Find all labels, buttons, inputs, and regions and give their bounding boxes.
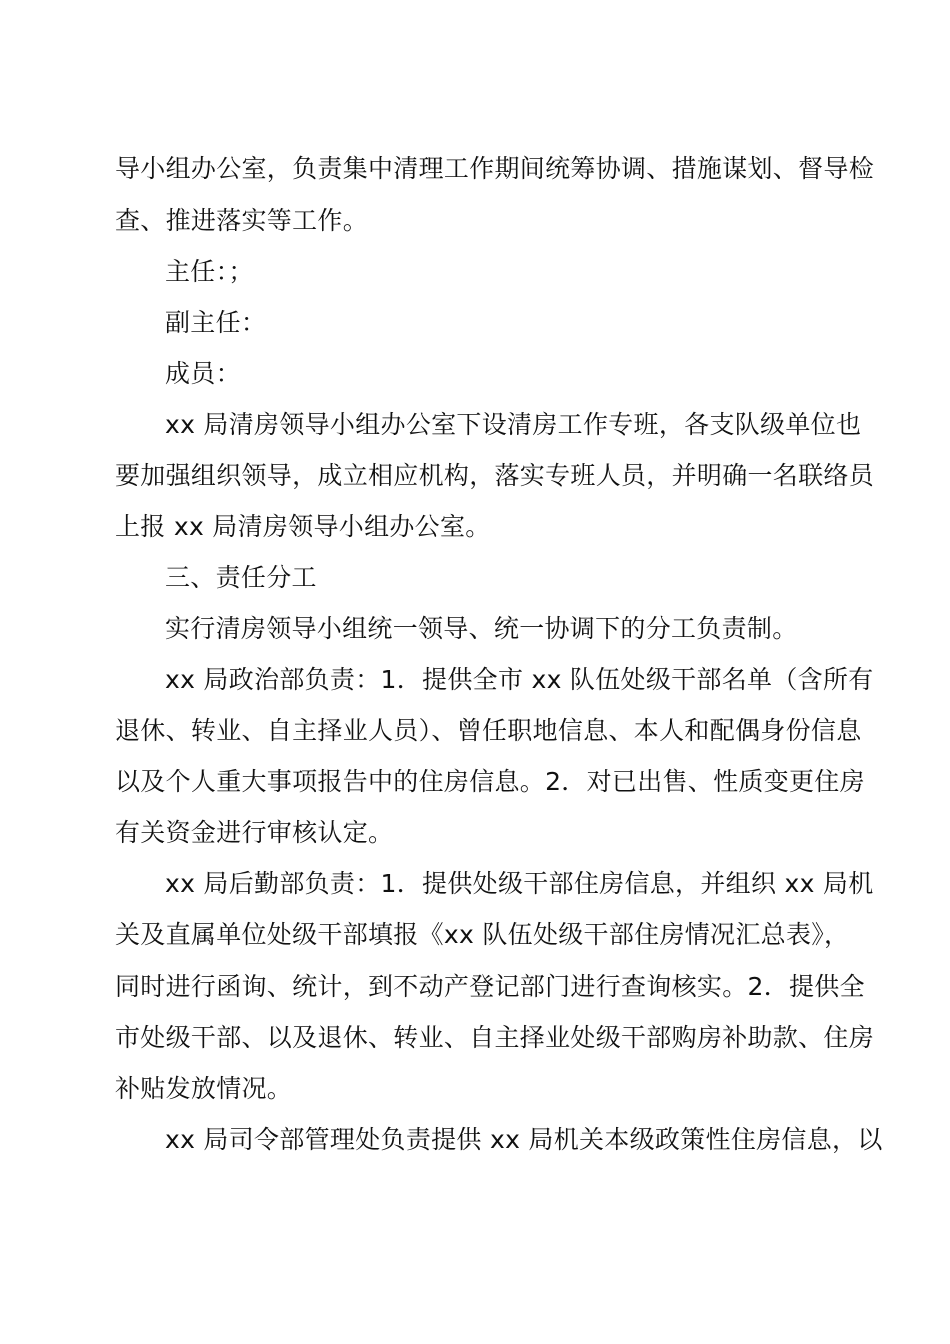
paragraph-line: 补贴发放情况。 (115, 1074, 293, 1103)
members-line: 成员： (165, 359, 241, 388)
paragraph-line: 上报 xx 局清房领导小组办公室。 (115, 512, 491, 541)
paragraph-line: 实行清房领导小组统一领导、统一协调下的分工负责制。 (165, 614, 798, 643)
paragraph-line: 有关资金进行审核认定。 (115, 818, 394, 847)
paragraph-line: xx 局司令部管理处负责提供 xx 局机关本级政策性住房信息，以 (165, 1125, 883, 1154)
paragraph-line: xx 局后勤部负责：1．提供处级干部住房信息，并组织 xx 局机 (165, 869, 874, 898)
deputy-director-line: 副主任： (165, 308, 267, 337)
paragraph-line: 同时进行函询、统计，到不动产登记部门进行查询核实。2．提供全 (115, 972, 865, 1001)
paragraph-line: xx 局清房领导小组办公室下设清房工作专班，各支队级单位也 (165, 410, 862, 439)
paragraph-line-continuation: 导小组办公室，负责集中清理工作期间统筹协调、措施谋划、督导检 (115, 154, 875, 183)
director-line: 主任：； (165, 257, 254, 286)
paragraph-line: 退休、转业、自主择业人员）、曾任职地信息、本人和配偶身份信息 (115, 716, 862, 745)
paragraph-line: 关及直属单位处级干部填报《xx 队伍处级干部住房情况汇总表》， (115, 920, 850, 949)
paragraph-line: 以及个人重大事项报告中的住房信息。2．对已出售、性质变更住房 (115, 767, 865, 796)
paragraph-line: 查、推进落实等工作。 (115, 206, 369, 235)
section-heading: 三、责任分工 (165, 563, 317, 592)
paragraph-line: 市处级干部、以及退休、转业、自主择业处级干部购房补助款、住房 (115, 1023, 875, 1052)
paragraph-line: xx 局政治部负责：1．提供全市 xx 队伍处级干部名单（含所有 (165, 665, 874, 694)
paragraph-line: 要加强组织领导，成立相应机构，落实专班人员，并明确一名联络员 (115, 461, 875, 490)
